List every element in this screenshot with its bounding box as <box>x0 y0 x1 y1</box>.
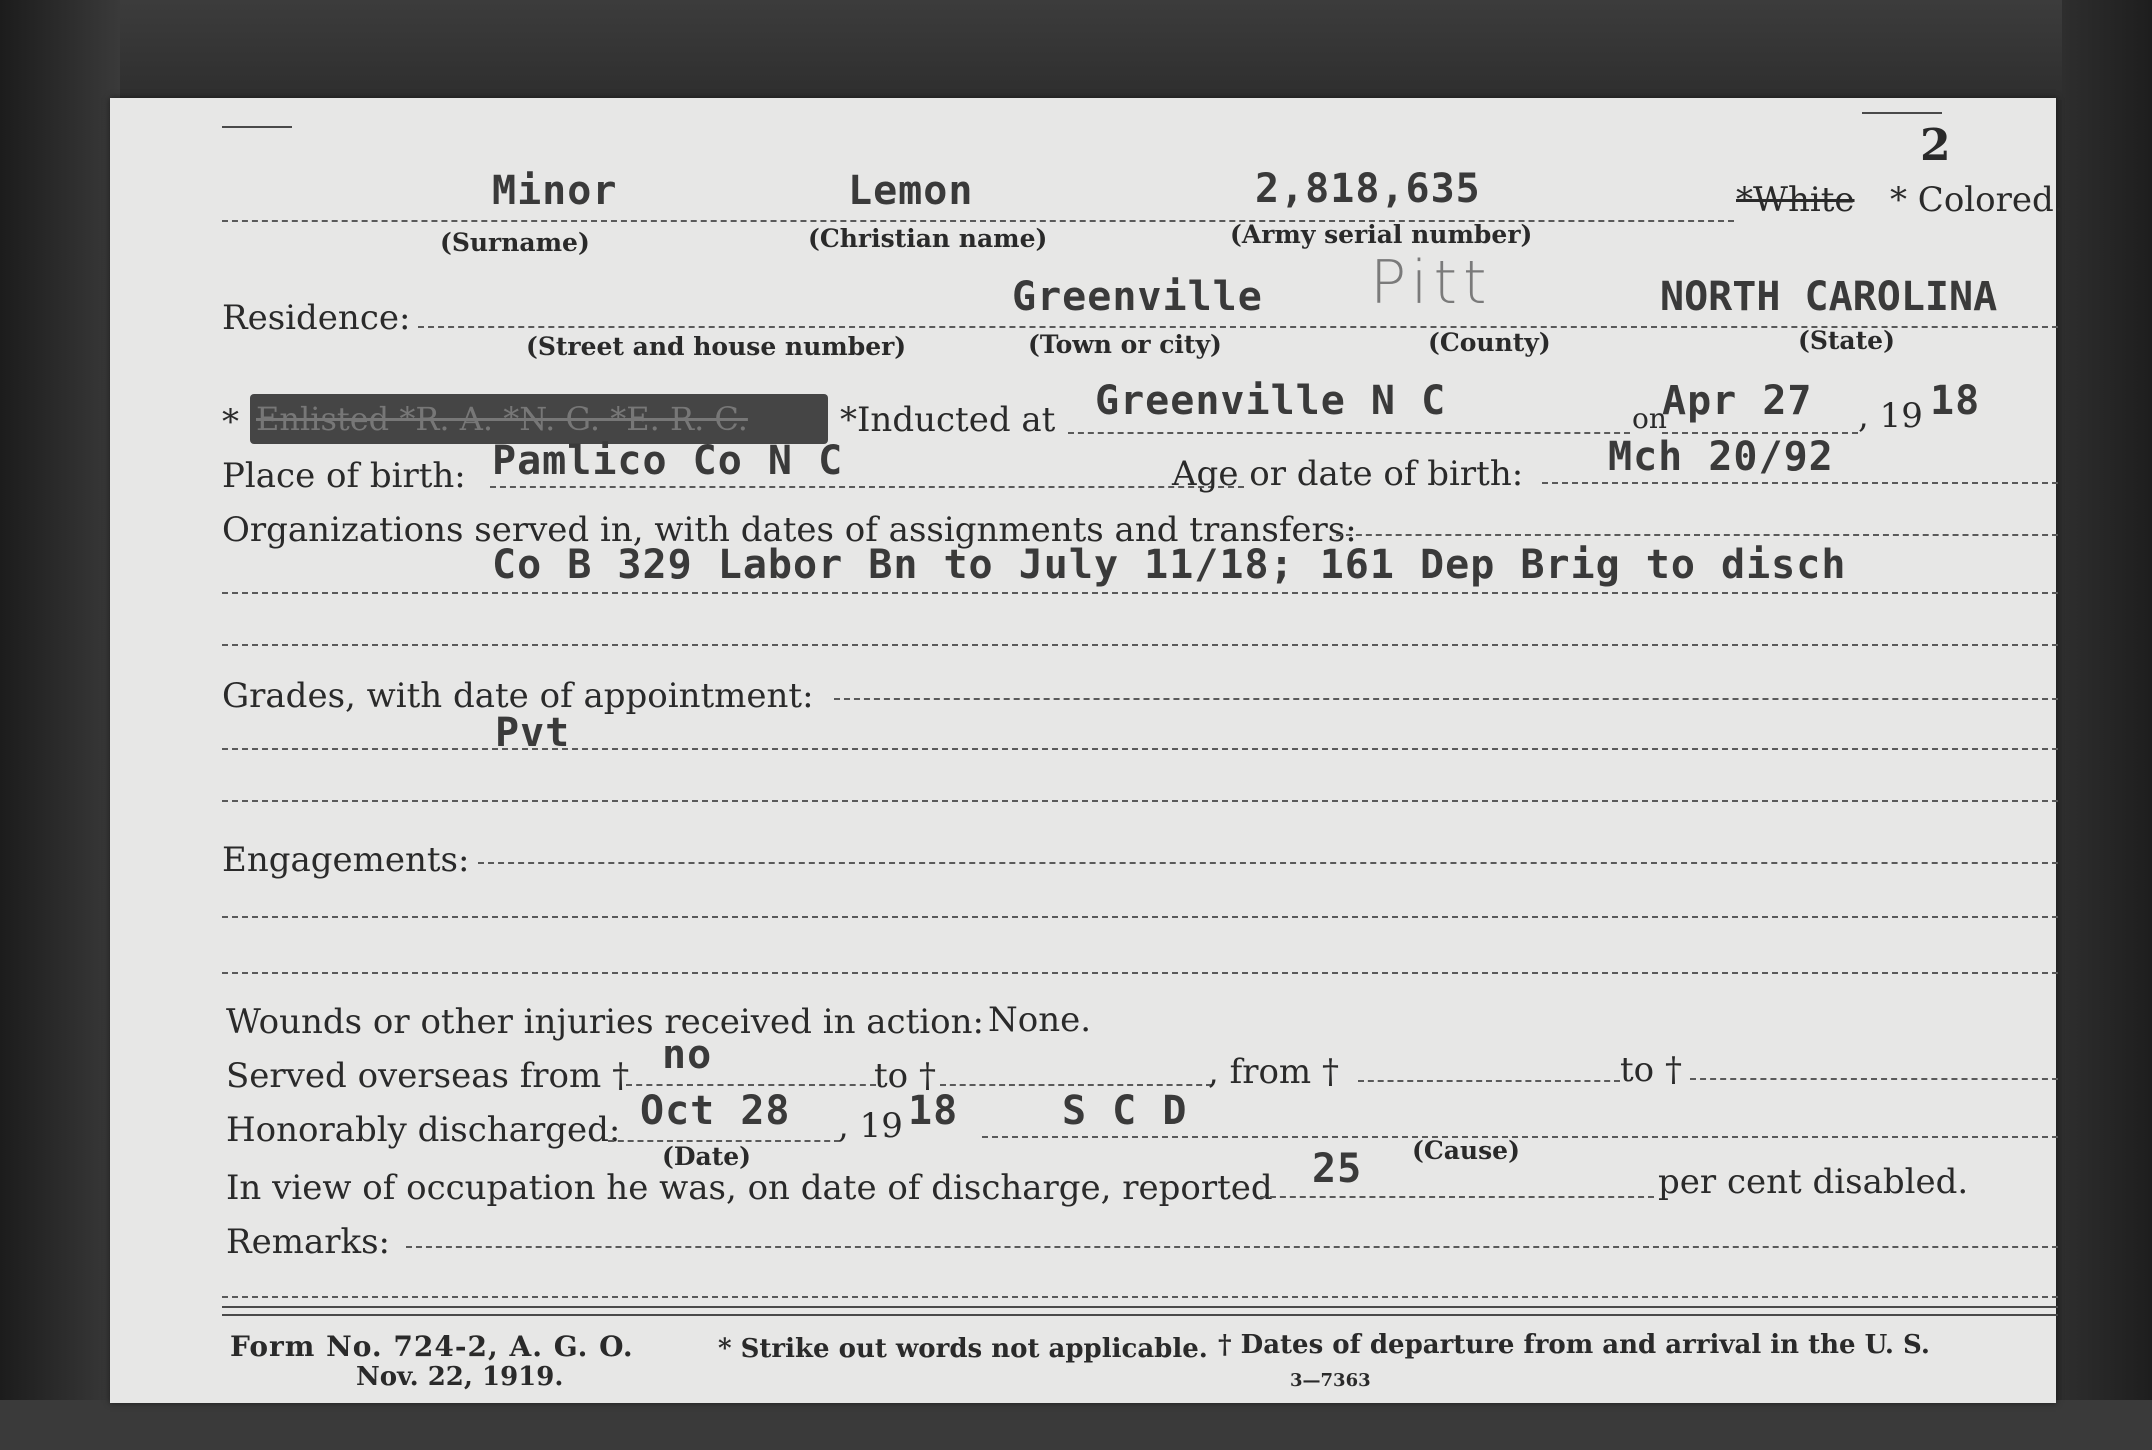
christian-name-label: (Christian name) <box>808 224 1048 253</box>
inducted-at-value: Greenville N C <box>1095 378 1447 424</box>
overseas-to-line <box>940 1084 1212 1086</box>
grades-value: Pvt <box>495 710 571 756</box>
scan-background-left <box>0 0 120 1450</box>
wounds-value: None. <box>988 1000 1092 1040</box>
overseas-to2-label: to † <box>1620 1050 1682 1090</box>
discharge-cause-label: (Cause) <box>1412 1136 1520 1165</box>
strike-note: * Strike out words not applicable. <box>718 1334 1208 1364</box>
service-record-card <box>110 98 2065 1403</box>
card-number: 2 <box>1920 120 1951 171</box>
age-label: Age or date of birth: <box>1172 454 1524 494</box>
street-label: (Street and house number) <box>526 332 907 361</box>
remarks-line-2 <box>222 1296 2058 1298</box>
scan-background-right <box>2062 0 2152 1450</box>
town-label: (Town or city) <box>1028 330 1222 359</box>
footer-rule-1 <box>222 1306 2058 1308</box>
place-of-birth-value: Pamlico Co N C <box>492 438 844 484</box>
on-label: on <box>1632 402 1667 435</box>
inducted-at-label: *Inducted at <box>840 400 1056 440</box>
induction-star: * <box>222 402 239 442</box>
engagements-line-2 <box>222 972 2058 974</box>
grades-label-line <box>834 698 2058 700</box>
race-colored: * Colored. <box>1890 180 2065 220</box>
residence-label: Residence: <box>222 298 411 338</box>
disability-value: 25 <box>1312 1146 1363 1192</box>
serial-label: (Army serial number) <box>1230 220 1533 249</box>
engagements-label: Engagements: <box>222 840 470 880</box>
discharge-date-value: Oct 28 <box>640 1088 791 1134</box>
place-of-birth-label: Place of birth: <box>222 456 466 496</box>
induction-year-prefix: , 19 <box>1858 396 1923 436</box>
grades-label: Grades, with date of appointment: <box>222 676 814 716</box>
organizations-line-1 <box>222 592 2058 594</box>
enlisted-struck-text: Enlisted *R. A. *N. G. *E. R. C. <box>256 400 748 438</box>
discharge-cause-line <box>982 1136 2058 1138</box>
wounds-label: Wounds or other injuries received in action: <box>226 1002 984 1042</box>
overseas-from2-label: , from † <box>1208 1052 1339 1092</box>
grades-line-2 <box>222 800 2058 802</box>
scan-background-top <box>0 0 2152 100</box>
induction-date-value: Apr 27 <box>1662 378 1813 424</box>
overseas-to2-line <box>1690 1078 2058 1080</box>
state-label: (State) <box>1798 326 1895 355</box>
residence-state-value: NORTH CAROLINA <box>1660 274 1998 320</box>
discharge-cause-value: S C D <box>1062 1088 1188 1134</box>
disability-suffix: per cent disabled. <box>1658 1162 1969 1202</box>
organizations-label-line <box>1336 534 2058 536</box>
christian-name-value: Lemon <box>848 168 974 214</box>
discharge-year-prefix: , 19 <box>838 1106 903 1146</box>
race-white: *White <box>1736 180 1855 220</box>
footer-rule-2 <box>222 1314 2058 1316</box>
induction-year-value: 18 <box>1930 378 1981 424</box>
engagements-label-line <box>478 862 2058 864</box>
surname-value: Minor <box>492 168 618 214</box>
organizations-value: Co B 329 Labor Bn to July 11/18; 161 Dep Brig to disch <box>492 542 1847 588</box>
birth-date-line <box>1542 482 2058 484</box>
organizations-line-2 <box>222 644 2058 646</box>
disability-line <box>1260 1196 1654 1198</box>
print-code: 3—7363 <box>1290 1370 1371 1391</box>
dagger-note: † Dates of departure from and arrival in the U. S. <box>1218 1330 1930 1360</box>
engagements-line-1 <box>222 916 2058 918</box>
surname-label: (Surname) <box>440 228 590 257</box>
serial-number-value: 2,818,635 <box>1255 166 1481 212</box>
discharge-date-label: (Date) <box>662 1142 751 1171</box>
overseas-from2-line <box>1358 1080 1620 1082</box>
overseas-to-label: to † <box>874 1056 936 1096</box>
remarks-label: Remarks: <box>226 1222 390 1262</box>
birth-date-value: Mch 20/92 <box>1608 434 1834 480</box>
inducted-at-line <box>1068 432 1630 434</box>
grades-line-1 <box>222 748 2058 750</box>
top-left-rule <box>222 126 292 128</box>
form-date: Nov. 22, 1919. <box>356 1362 564 1392</box>
organizations-label: Organizations served in, with dates of assignments and transfers: <box>222 510 1357 550</box>
place-of-birth-line <box>490 486 1244 488</box>
remarks-line-1 <box>406 1246 2058 1248</box>
disability-label: In view of occupation he was, on date of discharge, reported <box>226 1168 1273 1208</box>
discharge-year-value: 18 <box>908 1088 959 1134</box>
residence-town-value: Greenville <box>1012 274 1263 320</box>
overseas-from-value: no <box>662 1032 713 1078</box>
form-number: Form No. 724-2, A. G. O. <box>230 1330 634 1363</box>
overseas-from-line <box>626 1084 876 1086</box>
scan-background-bottom <box>0 1400 2152 1450</box>
residence-county-value: Pitt <box>1370 248 1493 318</box>
overseas-from-label: Served overseas from † <box>226 1056 630 1096</box>
top-right-rule <box>1862 112 1942 114</box>
county-label: (County) <box>1428 328 1551 357</box>
discharged-label: Honorably discharged: <box>226 1110 621 1150</box>
